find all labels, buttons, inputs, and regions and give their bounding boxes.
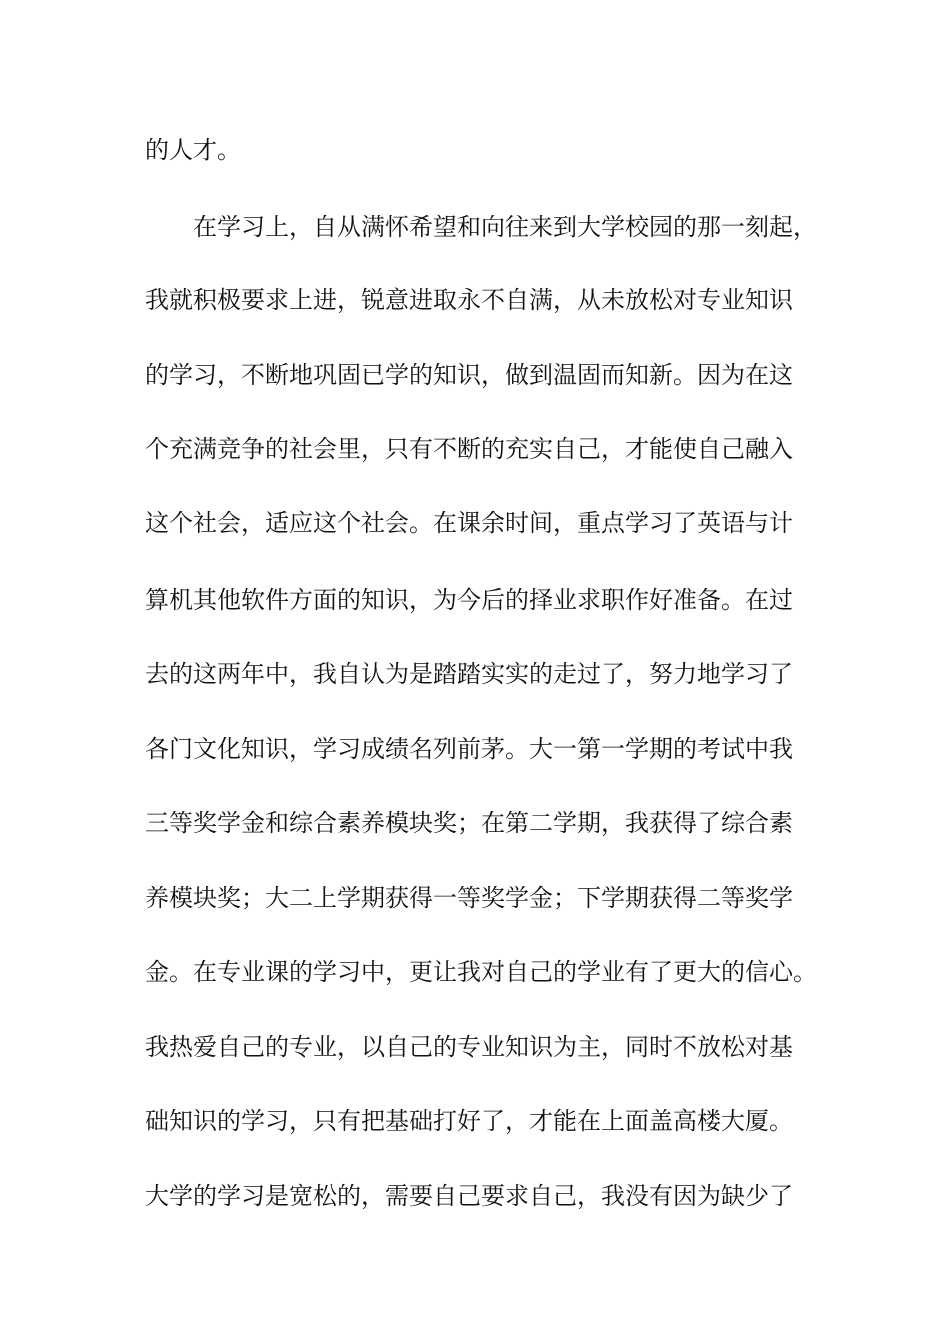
- text-line: 这个社会，适应这个社会。在课余时间，重点学习了英语与计: [145, 509, 793, 537]
- text-line: 础知识的学习，只有把基础打好了，才能在上面盖高楼大厦。: [145, 1107, 793, 1135]
- text-line: 养模块奖；大二上学期获得一等奖学金；下学期获得二等奖学: [145, 884, 793, 912]
- text-line: 我热爱自己的专业，以自己的专业知识为主，同时不放松对基: [145, 1033, 793, 1061]
- text-line: 我就积极要求上进，锐意进取永不自满，从未放松对专业知识: [145, 286, 793, 314]
- text-line: 在学习上，自从满怀希望和向往来到大学校园的那一刻起，: [145, 213, 817, 241]
- text-line: 的人才。: [145, 136, 241, 164]
- text-line: 金。在专业课的学习中，更让我对自己的学业有了更大的信心。: [145, 958, 817, 986]
- text-line: 大学的学习是宽松的，需要自己要求自己，我没有因为缺少了: [145, 1182, 793, 1210]
- text-line: 各门文化知识，学习成绩名列前茅。大一第一学期的考试中我: [145, 735, 793, 763]
- text-line: 的学习，不断地巩固已学的知识，做到温固而知新。因为在这: [145, 361, 793, 389]
- text-line: 三等奖学金和综合素养模块奖；在第二学期，我获得了综合素: [145, 809, 793, 837]
- text-line: 去的这两年中，我自认为是踏踏实实的走过了，努力地学习了: [145, 660, 793, 688]
- text-line: 算机其他软件方面的知识，为今后的择业求职作好准备。在过: [145, 586, 793, 614]
- text-line: 个充满竞争的社会里，只有不断的充实自己，才能使自己融入: [145, 435, 793, 463]
